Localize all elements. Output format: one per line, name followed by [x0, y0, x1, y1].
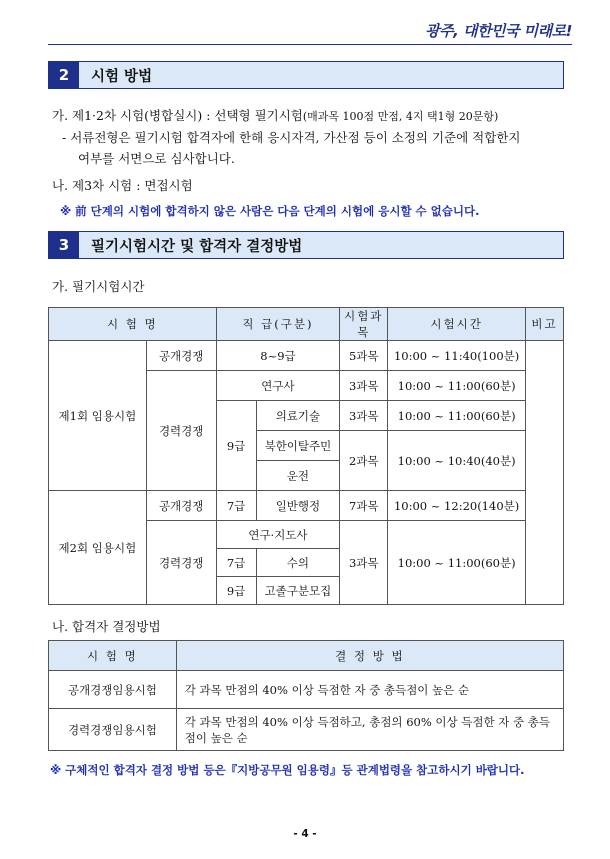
exam-1-medical-subjects: 3과목	[340, 401, 388, 431]
exam-2-career-time: 10:00 ~ 11:00(60분)	[388, 521, 526, 605]
written-exam-time-table	[48, 307, 564, 605]
exam-1-name: 제1회 임용시험	[49, 341, 147, 491]
exam-1-medical: 의료기술	[256, 401, 340, 431]
regulation-reference-note: ※ 구체적인 합격자 결정 방법 등은『지방공무원 임용령』등 관계법령을 참고하시기 바랍니다.	[50, 763, 525, 777]
exam-1-defector-driver-time: 10:00 ~ 10:40(40분)	[388, 431, 526, 491]
exam-1-defector: 북한이탈주민	[256, 431, 340, 461]
exam-1-open-type: 공개경쟁	[146, 341, 216, 371]
exam-2-open-type: 공개경쟁	[146, 491, 216, 521]
section-3-title: 필기시험시간 및 합격자 결정방법	[79, 232, 563, 258]
exam-2-open-grade: 7급	[216, 491, 256, 521]
exam-2-open-subjects: 7과목	[340, 491, 388, 521]
exam-2-career-type: 경력경쟁	[146, 521, 216, 605]
table-row	[49, 709, 564, 751]
header-subjects: 시험과목	[340, 308, 388, 341]
document-screening-line1: - 서류전형은 필기시험 합격자에 한해 응시자격, 가산점 등이 소정의 기준에 적합한지	[62, 130, 521, 145]
header-exam-name: 시 험 명	[49, 641, 177, 671]
exam-2-admin: 일반행정	[256, 491, 340, 521]
section-3-number: 3	[49, 232, 79, 258]
exam-1-defector-driver-subjects: 2과목	[340, 431, 388, 491]
header-rule	[48, 44, 572, 45]
exam-2-career-subjects: 3과목	[340, 521, 388, 605]
slogan-logo: 광주, 대한민국 미래로!	[425, 22, 572, 40]
section-2-title: 시험 방법	[79, 62, 563, 88]
exam-1-driver: 운전	[256, 461, 340, 491]
exam-1-open-subjects: 5과목	[340, 341, 388, 371]
exam-2-research-guide: 연구·지도사	[216, 521, 340, 549]
exam-1-open-time: 10:00 ~ 11:40(100분)	[388, 341, 526, 371]
document-screening-line2: 여부를 서면으로 심사합니다.	[78, 151, 235, 166]
pass-decision-subtitle: 나. 합격자 결정방법	[52, 619, 161, 634]
table-header-row	[49, 641, 564, 671]
page-number: - 4 -	[293, 828, 317, 840]
header-exam-name: 시 험 명	[49, 308, 217, 341]
open-exam-name: 공개경쟁임용시험	[49, 671, 177, 709]
header-grade: 직 급(구분)	[216, 308, 340, 341]
exam-2-veterinary: 수의	[256, 549, 340, 577]
exam-1-researcher-time: 10:00 ~ 11:00(60분)	[388, 371, 526, 401]
exam-1-grade9: 9급	[216, 401, 256, 491]
exam-1-open-grade: 8~9급	[216, 341, 340, 371]
header-exam-time: 시험시간	[388, 308, 526, 341]
exam-2-highschool: 고졸구분모집	[256, 577, 340, 605]
career-exam-method: 각 과목 만점의 40% 이상 득점하고, 총점의 60% 이상 득점한 자 중 총득점이 높은 순	[176, 709, 563, 751]
exam-1-career-type: 경력경쟁	[146, 371, 216, 491]
table-row	[49, 491, 564, 521]
remark-cell	[526, 341, 564, 605]
header-remark: 비고	[526, 308, 564, 341]
exam-2-highschool-grade: 9급	[216, 577, 256, 605]
exam-method-item-ga	[52, 106, 498, 124]
item-ga-note: (매과목 100점 만점, 4지 택1형 20문항)	[302, 110, 499, 123]
exam-2-name: 제2회 임용시험	[49, 491, 147, 605]
table-row	[49, 341, 564, 371]
open-exam-method: 각 과목 만점의 40% 이상 득점한 자 중 총득점이 높은 순	[176, 671, 563, 709]
section-3-header	[48, 231, 564, 259]
header-decision-method: 결 정 방 법	[176, 641, 563, 671]
career-exam-name: 경력경쟁임용시험	[49, 709, 177, 751]
stage-warning-note: ※ 前 단계의 시험에 합격하지 않은 사람은 다음 단계의 시험에 응시할 수 없습니다.	[60, 204, 480, 218]
exam-1-medical-time: 10:00 ~ 11:00(60분)	[388, 401, 526, 431]
exam-method-item-na: 나. 제3차 시험 : 면접시험	[52, 178, 193, 193]
pass-decision-table	[48, 640, 564, 751]
table-row	[49, 671, 564, 709]
exam-2-open-time: 10:00 ~ 12:20(140분)	[388, 491, 526, 521]
section-2-number: 2	[49, 62, 79, 88]
exam-2-vet-grade: 7급	[216, 549, 256, 577]
section-2-header	[48, 61, 564, 89]
exam-1-researcher-subjects: 3과목	[340, 371, 388, 401]
exam-1-researcher: 연구사	[216, 371, 340, 401]
table-header-row	[49, 308, 564, 341]
item-ga-text: 가. 제1·2차 시험(병합실시) : 선택형 필기시험	[52, 108, 303, 123]
written-exam-time-subtitle: 가. 필기시험시간	[52, 279, 145, 294]
